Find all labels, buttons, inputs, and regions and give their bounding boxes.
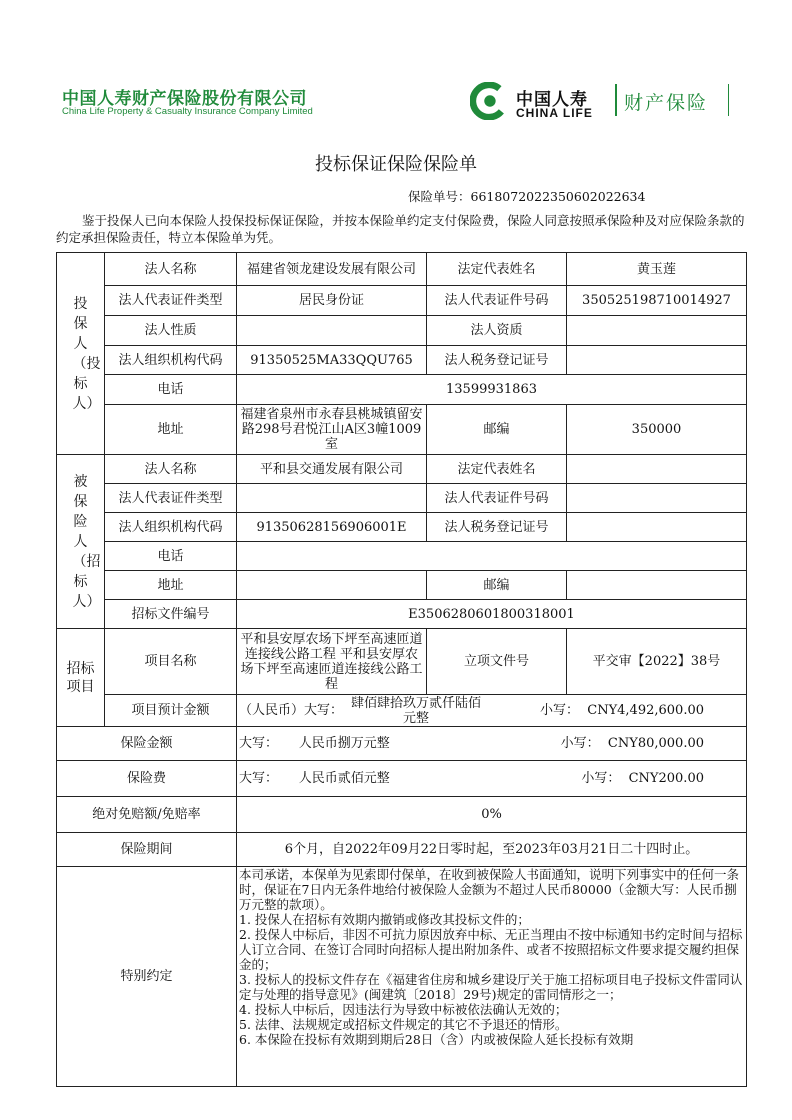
special-line: 5. 法律、法规规定或招标文件规定的其它不予退还的情形。 [239,1017,568,1032]
table-row [57,867,747,1087]
applicant-org-code: 91350525MA33QQU765 [237,346,427,375]
label-cell: 电话 [105,375,237,405]
insured-address [237,571,427,600]
applicant-tax-no [567,346,747,375]
label-cell: 地址 [105,405,237,455]
label-cell: 法人代表证件类型 [105,484,237,513]
label-cell: 法定代表姓名 [427,253,567,286]
china-life-logo-icon [470,82,508,120]
budget-small: CNY4,492,600.00 [587,703,704,718]
special-line: 6. 本保险在投标有效期到期后28日（含）内或被保险人延长投标有效期 [239,1032,634,1047]
budget-small-label: 小写： [539,703,579,718]
label-cell: 电话 [105,542,237,571]
insured-rep-id-type [237,484,427,513]
label-cell: 保险金额 [57,727,237,761]
special-terms [237,867,747,1087]
policy-number: 保险单号：661807202235060​2022634 [408,189,646,204]
label-cell: 特别约定 [57,867,237,1087]
company-name-en: China Life Property & Casualty Insurance Company Limited [62,106,313,117]
label-cell: 法人名称 [105,253,237,286]
label-cell: 法人组织机构代码 [105,346,237,375]
logo-divider [615,84,617,116]
table-row [57,695,747,727]
logo-divider-end [728,84,729,116]
table-row [57,513,747,542]
table-row [57,833,747,867]
china-life-logo [470,82,740,122]
logo-text-cn: 中国人寿 [516,90,588,110]
insured-postcode [567,571,747,600]
premium-small: CNY200.00 [628,771,704,786]
label-cell: 法人组织机构代码 [105,513,237,542]
applicant-rep-name: 黄玉莲 [567,253,747,286]
label-cell: 保险期间 [57,833,237,867]
budget-upper: 肆佰肆拾玖万贰仟陆佰元整 [351,695,482,726]
insured-rep-id-no [567,484,747,513]
label-cell: 法人代表证件号码 [427,286,567,316]
logo-text-en: CHINA LIFE [516,106,593,120]
insured-org-code: 91350628156906001E [237,513,427,542]
label-cell: 法人名称 [105,455,237,484]
applicant-section-label: 投保人（投标人） [57,253,105,455]
applicant-rep-id-no: 350525198710014927 [567,286,747,316]
table-row [57,316,747,346]
insured-tax-no [567,513,747,542]
applicant-address: 福建省泉州市永春县桃城镇留安路298号君悦江山A区3幢1009室 [237,405,427,455]
label-cell: 立项文件号 [427,629,567,695]
label-cell: 法人税务登记证号 [427,346,567,375]
project-section-label: 招标项目 [57,629,105,727]
company-name-cn: 中国人寿财产保险股份有限公司 [62,89,307,109]
table-row [57,629,747,695]
premium [237,761,747,797]
premium-upper: 人民币贰佰元整 [298,771,390,786]
project-approval-no: 平交审【2022】38号 [567,629,747,695]
label-cell: 绝对免赔额/免赔率 [57,797,237,833]
table-row [57,761,747,797]
table-row [57,375,747,405]
applicant-qualification [567,316,747,346]
amount-small-label: 小写： [560,736,600,751]
table-row [57,571,747,600]
table-row [57,542,747,571]
amount-upper: 人民币捌万元整 [298,736,390,751]
label-cell: 项目预计金额 [105,695,237,727]
insurance-period: 6个月，自2022年09月22日零时起，至2023年03月21日二十四时止。 [237,833,747,867]
premium-upper-label: 大写： [239,771,279,786]
special-line: 2. 投保人中标后，非因不可抗力原因放弃中标、无正当理由不按中标通知书约定时间与招标人订立合同、在签订合同时向招标人提出附加条件、或者不按照招标文件要求提交履约担保金的； [239,927,743,972]
label-cell: 招标文件编号 [105,600,237,629]
amount-upper-label: 大写： [239,736,279,751]
deductible: 0% [237,797,747,833]
label-cell: 邮编 [427,405,567,455]
amount-small: CNY80,000.00 [607,736,704,751]
table-row [57,253,747,286]
project-budget [237,695,747,727]
budget-prefix: （人民币）大写： [239,703,344,718]
table-row [57,455,747,484]
applicant-nature [237,316,427,346]
insured-section-label: 被保险人（招标人） [57,455,105,629]
label-cell: 法人代表证件号码 [427,484,567,513]
insured-amount [237,727,747,761]
label-cell: 保险费 [57,761,237,797]
table-row [57,346,747,375]
label-cell: 法人资质 [427,316,567,346]
label-cell: 邮编 [427,571,567,600]
insured-legal-name: 平和县交通发展有限公司 [237,455,427,484]
special-line: 3. 投标人的投标文件存在《福建省住房和城乡建设厅关于施工招标项目电子投标文件雷同认定与处理的指导意见》(闽建筑〔2018〕29号)规定的雷同情形之一； [239,972,743,1002]
label-cell: 法人代表证件类型 [105,286,237,316]
special-line: 1. 投保人在招标有效期内撤销或修改其投标文件的； [239,912,530,927]
label-cell: 项目名称 [105,629,237,695]
table-row [57,405,747,455]
document-title: 投标保证保险保险单 [315,154,477,175]
special-line: 4. 投标人中标后，因违法行为导致中标被依法确认无效的； [239,1002,568,1017]
insured-phone [237,542,747,571]
table-row [57,600,747,629]
label-cell: 地址 [105,571,237,600]
applicant-postcode: 350000 [567,405,747,455]
premium-small-label: 小写： [581,771,621,786]
letterhead [0,0,792,140]
special-line: 本司承诺，本保单为见索即付保单，在收到被保险人书面通知，说明下列事实中的任何一条时，保证在7日内无条件地给付被保险人金额为不超过人民币80000（金额大写：人民币捌万元整的款项）。 [239,867,740,912]
table-row [57,727,747,761]
applicant-legal-name: 福建省领龙建设发展有限公司 [237,253,427,286]
table-row [57,484,747,513]
insured-rep-name [567,455,747,484]
intro-paragraph: 鉴于投保人已向本保险人投保投标保证保险，并按本保险单约定支付保险费，保险人同意按照承保险种及对应保险条款的约定承担保险责任，特立本保险单为凭。 [56,213,745,245]
project-name: 平和县安厚农场下坪至高速匝道连接线公路工程 平和县安厚农场下坪至高速匝道连接线公路工程 [237,629,427,695]
label-cell: 法定代表姓名 [427,455,567,484]
label-cell: 法人税务登记证号 [427,513,567,542]
tender-doc-number: E3506280601800318001 [237,600,747,629]
label-cell: 法人性质 [105,316,237,346]
table-row [57,797,747,833]
policy-table [56,252,747,1087]
logo-text-insurance: 财产保险 [624,92,709,114]
table-row [57,286,747,316]
applicant-rep-id-type: 居民身份证 [237,286,427,316]
applicant-phone: 13599931863 [237,375,747,405]
